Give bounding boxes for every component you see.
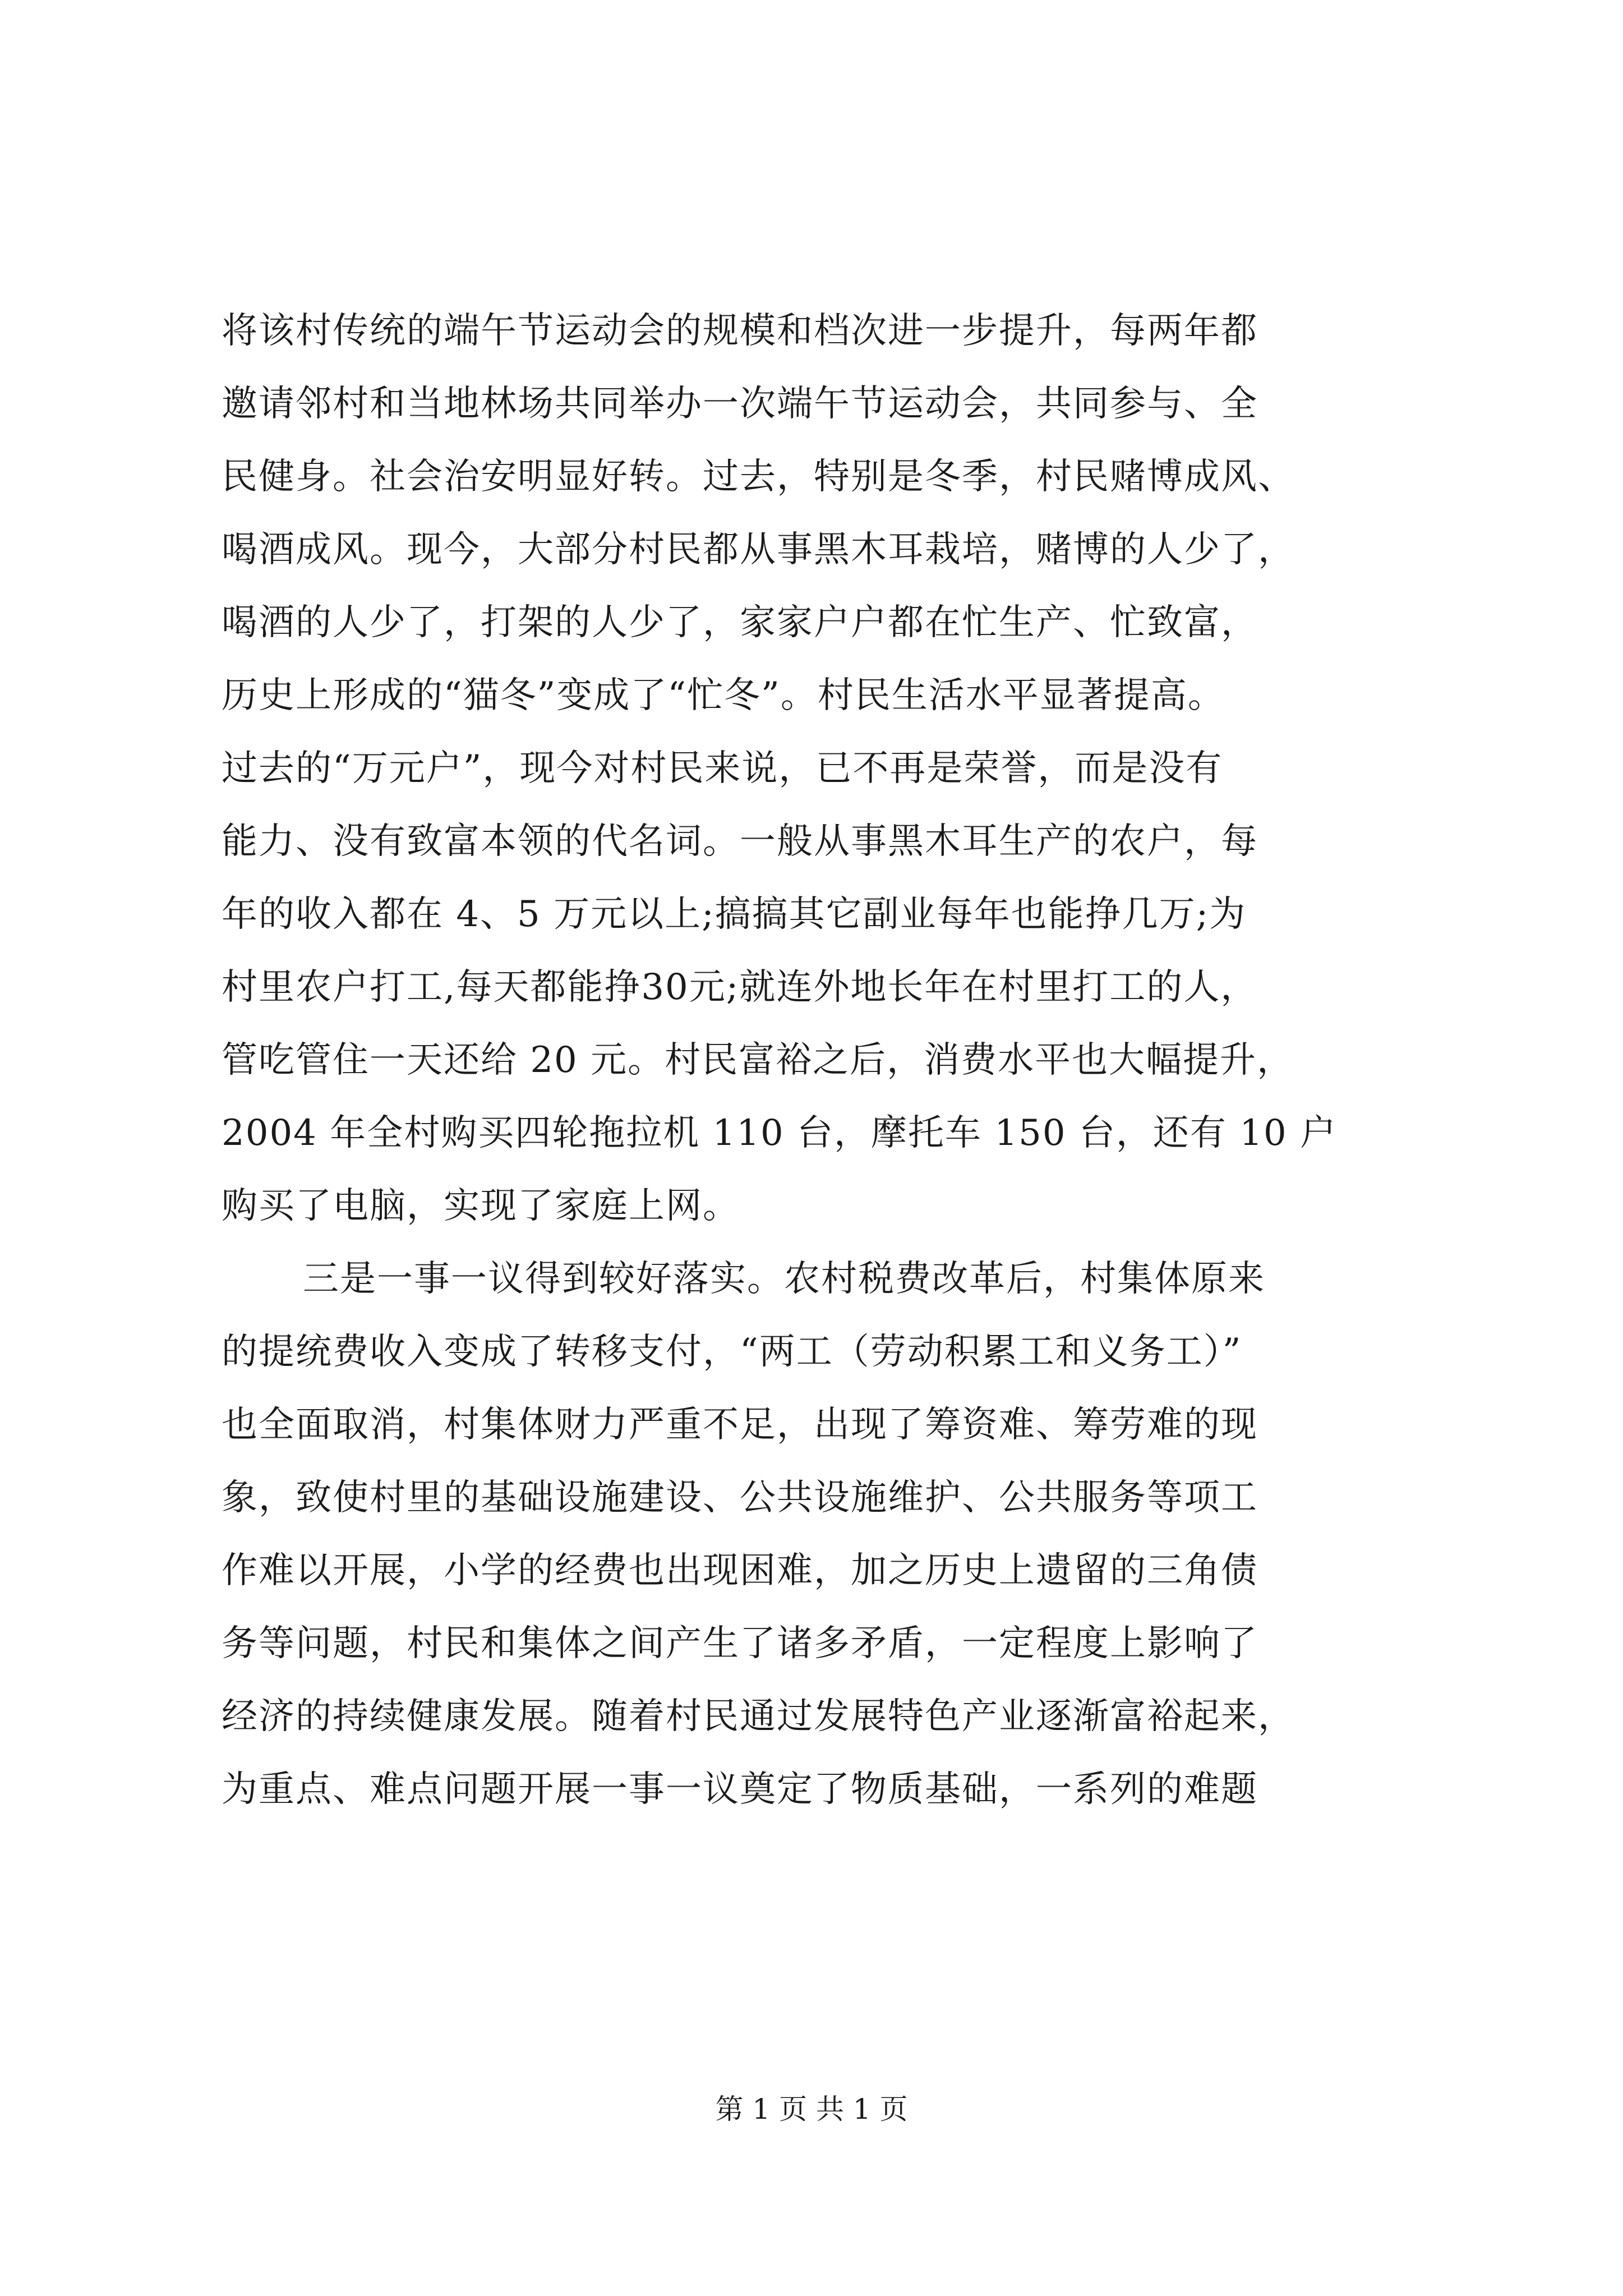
paragraph-start-line: 三是一事一议得到较好落实。农村税费改革后，村集体原来: [303, 1258, 1265, 1300]
body-text-line: 务等问题，村民和集体之间产生了诸多矛盾，一定程度上影响了: [222, 1623, 1258, 1664]
body-text-line: 2004 年全村购买四轮拖拉机 110 台，摩托车 150 台，还有 10 户: [222, 1112, 1338, 1154]
body-text-line: 管吃管住一天还给 20 元。村民富裕之后，消费水平也大幅提升，: [222, 1039, 1294, 1081]
body-text-line: 的提统费收入变成了转移支付，“两工（劳动积累工和义务工）”: [222, 1331, 1242, 1373]
body-text-line: 民健身。社会治安明显好转。过去，特别是冬季，村民赌博成风、: [222, 456, 1295, 498]
page-number-footer: 第 1 页 共 1 页: [715, 2093, 908, 2125]
body-text-line: 购买了电脑，实现了家庭上网。: [222, 1185, 740, 1227]
body-text-line: 邀请邻村和当地林场共同举办一次端午节运动会，共同参与、全: [222, 383, 1258, 425]
body-text-line: 经济的持续健康发展。随着村民通过发展特色产业逐渐富裕起来，: [222, 1696, 1295, 1737]
body-text-line: 历史上形成的“猫冬”变成了“忙冬”。村民生活水平显著提高。: [222, 675, 1225, 716]
body-text-line: 喝酒成风。现今，大部分村民都从事黑木耳栽培，赌博的人少了，: [222, 529, 1295, 570]
body-text-line: 村里农户打工,每天都能挣30元;就连外地长年在村里打工的人，: [222, 967, 1258, 1008]
body-text-line: 过去的“万元户”，现今对村民来说，已不再是荣誉，而是没有: [222, 748, 1223, 789]
body-text-line: 喝酒的人少了，打架的人少了，家家户户都在忙生产、忙致富，: [222, 602, 1258, 643]
body-text-line: 将该村传统的端午节运动会的规模和档次进一步提升，每两年都: [222, 310, 1258, 352]
body-text-line: 能力、没有致富本领的代名词。一般从事黑木耳生产的农户，每: [222, 821, 1258, 862]
body-text-line: 象，致使村里的基础设施建设、公共设施维护、公共服务等项工: [222, 1477, 1258, 1519]
body-text-line: 为重点、难点问题开展一事一议奠定了物质基础，一系列的难题: [222, 1769, 1258, 1810]
body-text-line: 作难以开展，小学的经费也出现困难，加之历史上遗留的三角债: [222, 1550, 1258, 1591]
body-text-line: 年的收入都在 4、5 万元以上;搞搞其它副业每年也能挣几万;为: [222, 894, 1247, 935]
body-text-line: 也全面取消，村集体财力严重不足，出现了筹资难、筹劳难的现: [222, 1404, 1258, 1446]
